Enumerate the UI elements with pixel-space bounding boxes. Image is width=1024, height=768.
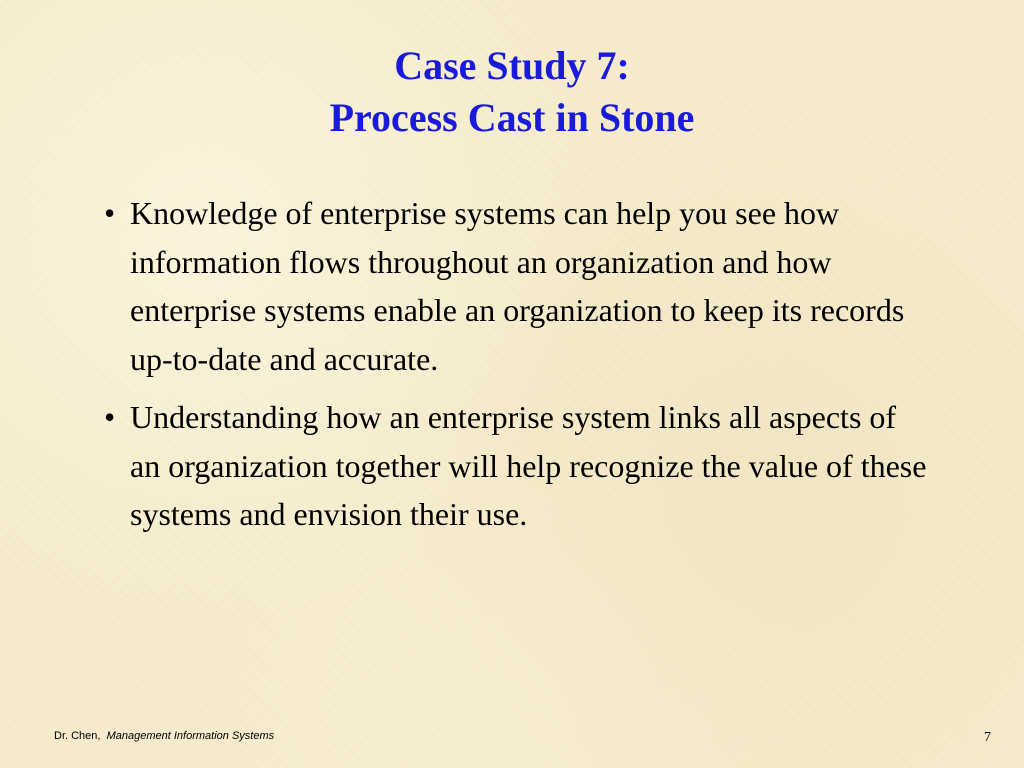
bullet-text-2: Understanding how an enterprise system links all aspects of an organization together will help recognize the value of these systems and envision their use. <box>130 399 927 532</box>
footer-course: Management Information Systems <box>106 730 275 742</box>
footer-credit <box>54 730 274 742</box>
title-line-2: Process Cast in Stone <box>329 95 695 140</box>
bullet-item-2 <box>104 393 934 539</box>
bullet-item-1 <box>104 189 934 383</box>
title-line-1: Case Study 7: <box>394 43 630 88</box>
slide-title <box>0 40 1024 144</box>
bullet-list <box>104 189 934 549</box>
footer-author: Dr. Chen, <box>54 730 101 742</box>
bullet-marker-icon: • <box>104 399 116 435</box>
bullet-marker-icon: • <box>104 195 116 231</box>
page-number: 7 <box>984 730 991 745</box>
bullet-text-1: Knowledge of enterprise systems can help you see how information flows throughout an organization and how enterprise systems enable an organization to keep its records up-to-date and accurate. <box>130 195 905 377</box>
